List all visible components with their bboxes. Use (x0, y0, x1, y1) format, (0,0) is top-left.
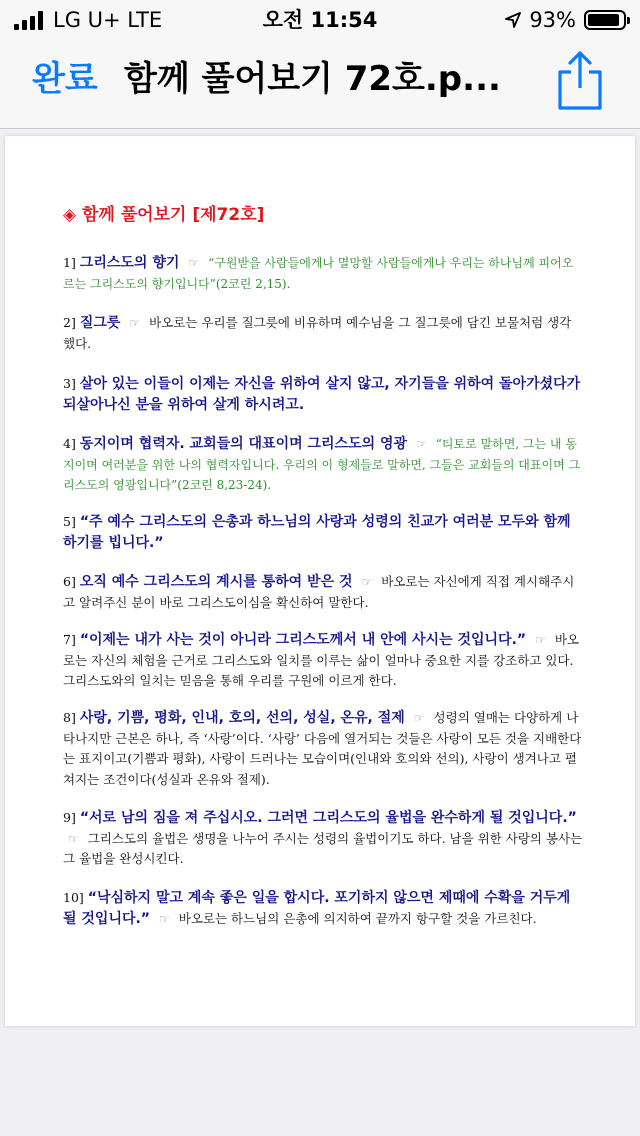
item-title: 사랑, 기쁨, 평화, 인내, 호의, 선의, 성실, 온유, 절제 (79, 710, 405, 726)
pointing-hand-icon: ☞ (535, 633, 546, 647)
list-item (63, 708, 583, 790)
item-title: 동지이며 협력자. 교회들의 대표이며 그리스도의 영광 (79, 436, 408, 452)
pointing-hand-icon: ☞ (361, 575, 373, 589)
item-title: 질그릇 (79, 315, 121, 331)
item-number: 4] (63, 436, 76, 451)
item-title: “낙심하지 말고 계속 좋은 일을 합시다. 포기하지 않으면 제때에 수확을 거두게 될 것입니다.” (63, 890, 571, 927)
item-text: 바오로는 하느님의 은총에 의지하여 끝까지 항구할 것을 가르친다. (178, 910, 537, 926)
item-title: 그리스도의 향기 (79, 255, 180, 271)
list-item (63, 374, 583, 415)
item-title: “서로 남의 짐을 져 주십시오. 그러면 그리스도의 율법을 완수하게 될 것입니다.” (79, 810, 577, 826)
doc-heading: ◈ 함께 풀어보기 [제72호] (63, 205, 265, 225)
battery-icon (584, 10, 626, 30)
item-number: 7] (63, 632, 76, 647)
item-text: “구원받을 사람들에게나 멸망할 사람들에게나 우리는 하나님께 피어오르는 그리스도의 향기입니다”(2코린 2,15). (63, 256, 574, 291)
pointing-hand-icon: ☞ (413, 711, 425, 725)
battery-percent: 93% (529, 8, 576, 32)
list-item (63, 434, 583, 496)
item-text: “티토로 말하면, 그는 내 동지이며 여러분을 위한 나의 협력자입니다. 우리의 이 형제들로 말하면, 그들은 교회들의 대표이며 그리스도의 영광입니다”(2코린 8,23-24). (63, 437, 581, 492)
item-text: 바오로는 자신의 체험을 근거로 그리스도와 일치를 이루는 삶이 얼마나 중요한 지를 강조하고 있다. 그리스도와의 일치는 믿음을 통해 우리를 구원에 이르게 한다. (63, 632, 579, 688)
pointing-hand-icon: ☞ (68, 831, 79, 846)
done-button[interactable]: 완료 (32, 59, 98, 99)
nav-bar (0, 40, 640, 129)
list-item (63, 808, 583, 870)
item-number: 10] (63, 890, 84, 905)
item-number: 6] (63, 574, 76, 589)
list-item (63, 888, 583, 929)
pdf-page (5, 136, 635, 1026)
document-viewer[interactable] (0, 129, 640, 1136)
item-number: 9] (63, 810, 76, 825)
item-number: 2] (63, 315, 76, 330)
item-text: 그리스도의 율법은 생명을 나누어 주시는 성령의 율법이기도 하다. 남을 위한 사랑의 봉사는 그 율법을 완성시킨다. (63, 830, 583, 866)
status-bar (0, 0, 640, 40)
list-item (63, 313, 583, 354)
list-item (63, 512, 583, 553)
item-number: 3] (63, 376, 76, 391)
item-number: 1] (63, 255, 76, 270)
carrier-label: LG U+ LTE (53, 8, 163, 32)
list-item (63, 253, 583, 294)
share-icon[interactable] (554, 50, 606, 112)
item-text: 바오로는 우리를 질그릇에 비유하며 예수님을 그 질그릇에 담긴 보물처럼 생각했다. (63, 315, 572, 351)
list-item (63, 630, 583, 692)
list-item (63, 572, 583, 613)
item-number: 5] (63, 514, 76, 529)
pointing-hand-icon: ☞ (159, 911, 170, 926)
document-title: 함께 풀어보기 72호.p... (124, 59, 501, 99)
item-number: 8] (63, 710, 76, 725)
item-text: 성령의 열매는 다양하게 나타나지만 근본은 하나, 즉 ‘사랑’이다. ‘사랑’ 다음에 열거되는 것들은 사랑이 모든 것을 지배한다는 표지이고(기쁨과 평화), 사랑이 드러나는 모습이며(인내와 호의와 선의), 사랑이 생겨나고 펼쳐지는 조건이다(성실과 온유와 절제). (63, 710, 582, 787)
pointing-hand-icon: ☞ (129, 316, 141, 330)
pointing-hand-icon: ☞ (188, 256, 200, 270)
item-title: 오직 예수 그리스도의 계시를 통하여 받은 것 (79, 574, 353, 590)
status-right (505, 7, 626, 33)
status-time: 오전 11:54 (262, 8, 378, 32)
item-title: “이제는 내가 사는 것이 아니라 그리스도께서 내 안에 사시는 것입니다.” (79, 632, 527, 648)
location-arrow-icon (505, 12, 521, 28)
item-title: “주 예수 그리스도의 은총과 하느님의 사랑과 성령의 친교가 여러분 모두와 함께 하기를 빕니다.” (63, 514, 571, 551)
item-title: 살아 있는 이들이 이제는 자신을 위하여 살지 않고, 자기들을 위하여 돌아가셨다가 되살아나신 분을 위하여 살게 하시려고. (63, 376, 581, 413)
item-text: 바오로는 자신에게 직접 계시해주시고 알려주신 분이 바로 그리스도이심을 확신하여 말한다. (63, 574, 575, 610)
pointing-hand-icon: ☞ (416, 437, 427, 451)
